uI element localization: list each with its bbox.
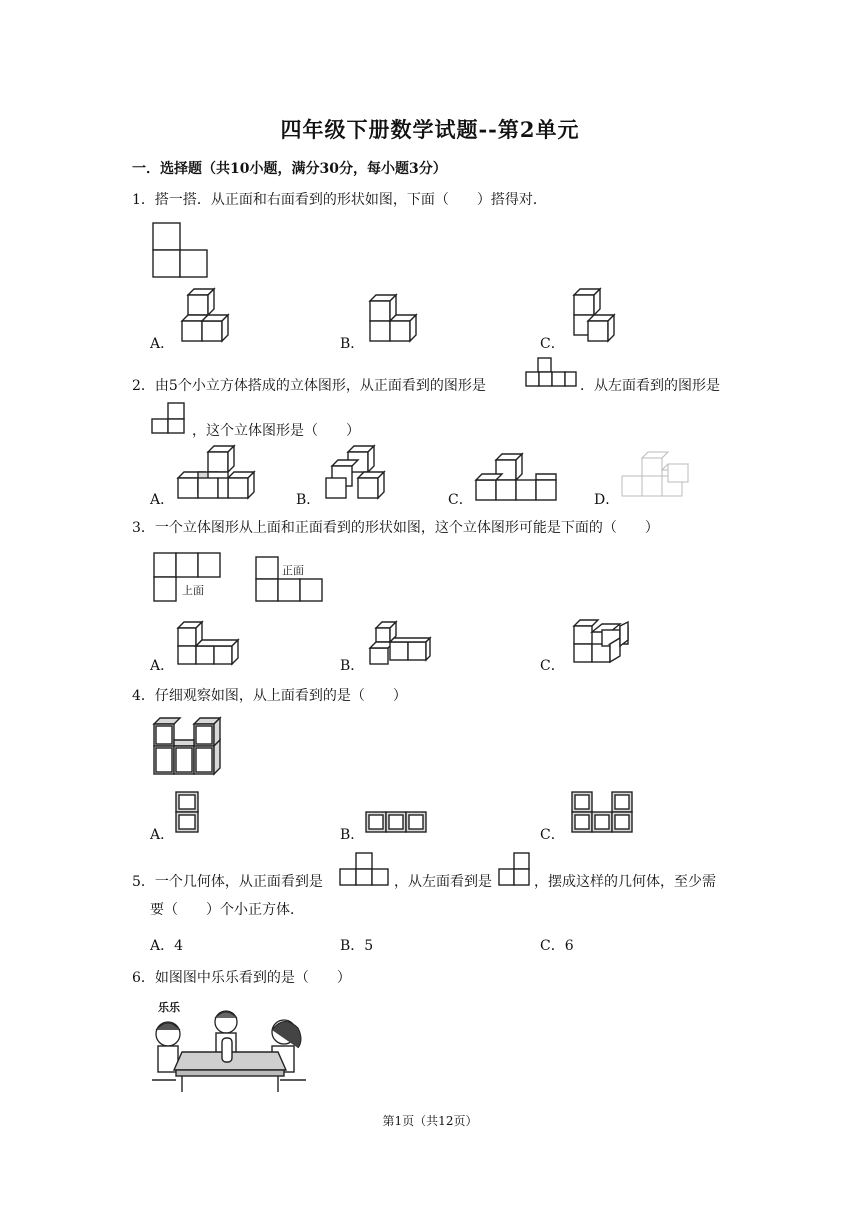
q3-option-b[interactable]: B． [340,658,365,674]
q4-option-a[interactable]: A． [150,827,175,843]
page-title: 四年级下册数学试题--第2单元 [280,117,580,142]
q1-option-c[interactable]: C． [540,336,565,352]
q1-view-figure [150,220,220,282]
q4-option-b[interactable]: B． [340,827,365,843]
q3-option-a[interactable]: A． [150,658,175,674]
q3-top-label: 上面 [182,584,204,597]
question-5-part-c: ，摆成这样的几何体，至少需 [534,874,716,890]
q6-lele-label: 乐乐 [158,1001,180,1014]
question-4: 4．仔细观察如图，从上面看到的是（ ） [132,688,407,704]
q4-figure [150,710,222,778]
q2-option-b[interactable]: B． [296,492,321,508]
q2-option-d[interactable]: D． [594,492,620,508]
q1-option-a[interactable]: A． [150,336,175,352]
question-5-part-a: 5．一个几何体，从正面看到是 [132,874,323,890]
q2-option-b-figure [322,444,396,502]
q3-option-c[interactable]: C． [540,658,565,674]
q2-option-a[interactable]: A． [150,492,175,508]
q5-option-c[interactable]: C．6 [540,938,574,954]
section-heading: 一．选择题（共10小题，满分30分，每小题3分） [132,161,447,177]
q2-left-view-figure [150,400,192,436]
q3-option-b-figure [366,620,438,668]
question-5-part-d: 要（ ）个小正方体． [150,902,304,918]
q5-left-view-figure [498,851,534,887]
q5-front-view-figure [338,851,392,887]
q1-option-b-figure [366,293,428,345]
q2-front-view-figure [524,356,578,390]
q5-option-a[interactable]: A．4 [150,938,184,954]
q2-option-c-figure [472,452,562,502]
question-3: 3．一个立体图形从上面和正面看到的形状如图，这个立体图形可能是下面的（ ） [132,520,659,536]
question-2-part-b: ．从左面看到的图形是 [580,378,720,394]
q1-option-c-figure [570,287,632,345]
question-5-part-b: ，从左面看到是 [394,874,492,890]
q3-option-c-figure [570,618,640,668]
q4-option-b-figure [364,810,430,834]
q5-option-b[interactable]: B．5 [340,938,374,954]
question-1: 1．搭一搭．从正面和右面看到的形状如图，下面（ ）搭得对． [132,192,547,208]
question-6: 6．如图图中乐乐看到的是（ ） [132,970,351,986]
q3-option-a-figure [174,620,246,668]
q2-option-c[interactable]: C． [448,492,473,508]
q1-option-a-figure [178,287,240,345]
question-2-part-a: 2．由5个小立方体搭成的立体图形，从正面看到的图形是 [132,378,486,394]
q2-option-a-figure [174,444,264,502]
question-2-part-c: ，这个立体图形是（ ） [192,423,360,439]
q6-illustration [146,1000,316,1094]
q2-option-d-figure [618,448,698,502]
q3-front-label: 正面 [282,564,304,577]
q4-option-a-figure [174,790,202,834]
q4-option-c-figure [570,790,636,834]
q1-option-b[interactable]: B． [340,336,365,352]
q4-option-c[interactable]: C． [540,827,565,843]
page-footer: 第1页（共12页） [382,1114,478,1128]
